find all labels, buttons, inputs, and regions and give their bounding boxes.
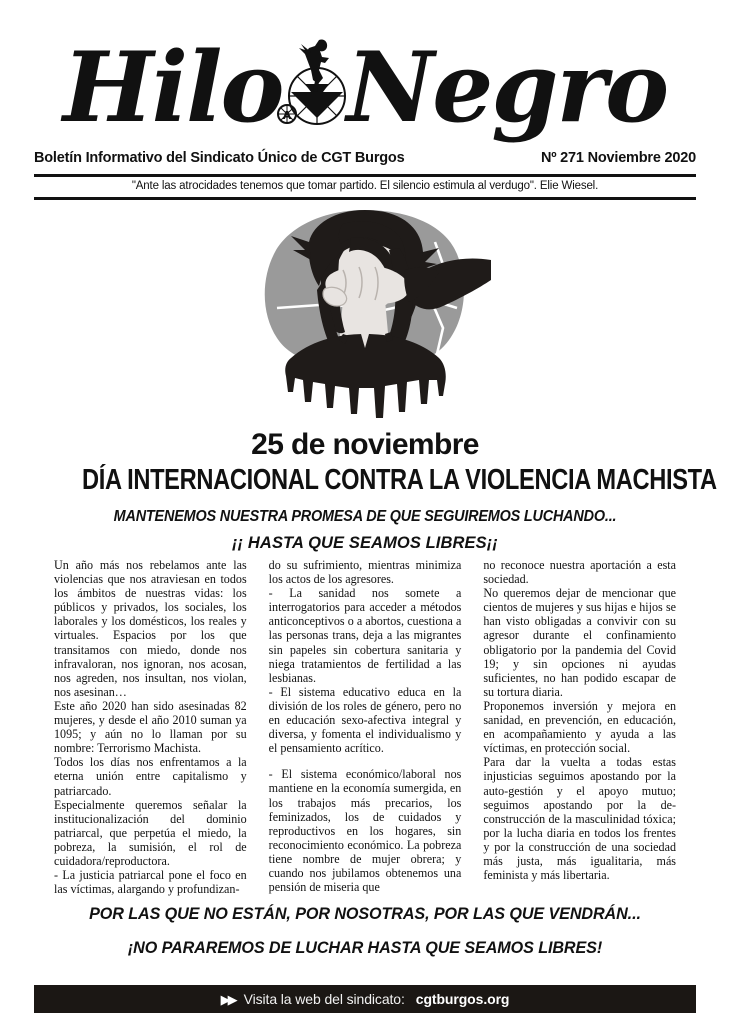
paragraph: Todos los días nos enfrentamos a la eterna unión entre capitalismo y patriarcado.	[54, 755, 247, 798]
headline-block	[24, 428, 717, 554]
headline-kicker-one: MANTENEMOS NUESTRA PROMESA DE QUE SEGUIREMOS LUCHANDO...	[113, 508, 617, 525]
paragraph: - El sistema económico/laboral nos mantiene en la economía sumergida, en los trabajos más precarios, los feminizados, los de cuidados y reproductivos en los hogares, sin reconocimiento económico. La pobreza tiene nombre de mujer obrera; y cuando nos jubilamos obtenemos una pensión de miseria que	[268, 767, 462, 895]
woman-silenced-illustration	[239, 208, 491, 430]
paragraph: Especialmente queremos señalar la institucionalización del dominio patriarcal, que perpetúa el miedo, la pobreza, la sumisión, el rol de cuidadora/reproductora.	[54, 797, 247, 868]
slogan-line-one: POR LAS QUE NO ESTÁN, POR NOSOTRAS, POR LAS QUE VENDRÁN...	[89, 904, 641, 923]
paragraph: No queremos dejar de mencionar que cientos de mujeres y sus hijas e hijos se han visto obligadas a convivir con su agresor durante el confinamiento obligatorio por la pandemia del Covid 19; y sin opciones ni ayudas suficientes, no han podido escapar de su tortura diaria.	[483, 586, 677, 699]
footer-bar	[34, 985, 696, 1013]
footer-website-link[interactable]: cgtburgos.org	[415, 991, 510, 1007]
paragraph: - La justicia patriarcal pone el foco en las víctimas, alargando y profundizan-	[54, 868, 247, 897]
headline-main: DÍA INTERNACIONAL CONTRA LA VIOLENCIA MACHISTA	[81, 464, 717, 496]
publication-line: Boletín Informativo del Sindicato Único de CGT Burgos	[34, 150, 405, 166]
article-column-3	[483, 558, 676, 898]
svg-text:A: A	[282, 109, 291, 122]
issue-number: Nº 271 Noviembre 2020	[540, 150, 696, 166]
headline-kicker-two: ¡¡ HASTA QUE SEAMOS LIBRES¡¡	[232, 534, 498, 552]
footer-text: Visita la web del sindicato:	[243, 991, 405, 1007]
paragraph: - La sanidad nos somete a interrogatorios para acceder a métodos anticonceptivos o a abortos, cuestiona a las personas trans, deja a las migrantes sin papeles sin cobertura sanitaria y niega tratamientos de fertilidad a las lesbianas.	[268, 586, 462, 685]
paragraph: Un año más nos rebelamos ante las violencias que nos atraviesan en todos los ámbitos de nuestras vidas: los públicos y privados, los sociales, los laborales y los domésticos, los reales y virtuales. Espacios por los que transitamos con miedo, donde nos infravaloran, nos ignoran, nos acosan, nos agreden, nos insultan, nos violan, nos asesinan…	[54, 558, 247, 699]
paragraph: no reconoce nuestra aportación a esta sociedad.	[483, 558, 677, 587]
masthead	[0, 31, 730, 144]
epigraph-quote: "Ante las atrocidades tenemos que tomar partido. El silencio estimula al verdugo". Elie Wiesel.	[131, 180, 599, 192]
closing-slogans	[24, 903, 706, 959]
slogan-line-two: ¡NO PARAREMOS DE LUCHAR HASTA QUE SEAMOS LIBRES!	[127, 938, 603, 957]
paragraph: Para dar la vuelta a todas estas injusticias seguimos apostando por la auto-gestión y el apoyo mutuo; seguimos apostando por la de-construcción de la masculinidad tóxica; por la lucha diaria en todos los frentes y por la construcción de una sociedad más justa, más igualitaria, más feminista y más libertaria.	[483, 755, 677, 883]
rule-above-quote	[34, 174, 696, 177]
paragraph: do su sufrimiento, mientras minimiza los actos de los agresores.	[268, 558, 462, 587]
headline-date: 25 de noviembre	[251, 428, 479, 461]
article-column-1	[54, 558, 247, 898]
paragraph: - El sistema educativo educa en la división de los roles de género, pero no en educación sexo-afectiva integral y diversa, y fomenta el individualismo y el pensamiento acrítico.	[268, 684, 462, 756]
subheader-row	[34, 150, 696, 166]
paragraph: Este año 2020 han sido asesinadas 82 mujeres, y desde el año 2010 suman ya 1095; y aún no lo llaman por su nombre: Terrorismo Machista.	[54, 698, 247, 756]
masthead-word-hilo: Hilo	[62, 31, 283, 144]
article-columns	[54, 558, 676, 898]
paragraph: Proponemos inversión y mejora en sanidad, en prevención, en educación, en acompañamiento y ayuda a las víctimas, en protección social.	[483, 698, 677, 756]
masthead-word-negro: Negro	[346, 31, 668, 144]
article-column-2	[269, 558, 462, 898]
double-play-arrow-icon: ▶▶	[220, 991, 235, 1007]
rule-below-quote	[34, 197, 696, 200]
penny-farthing-cyclist-anarchy-icon	[275, 34, 349, 130]
